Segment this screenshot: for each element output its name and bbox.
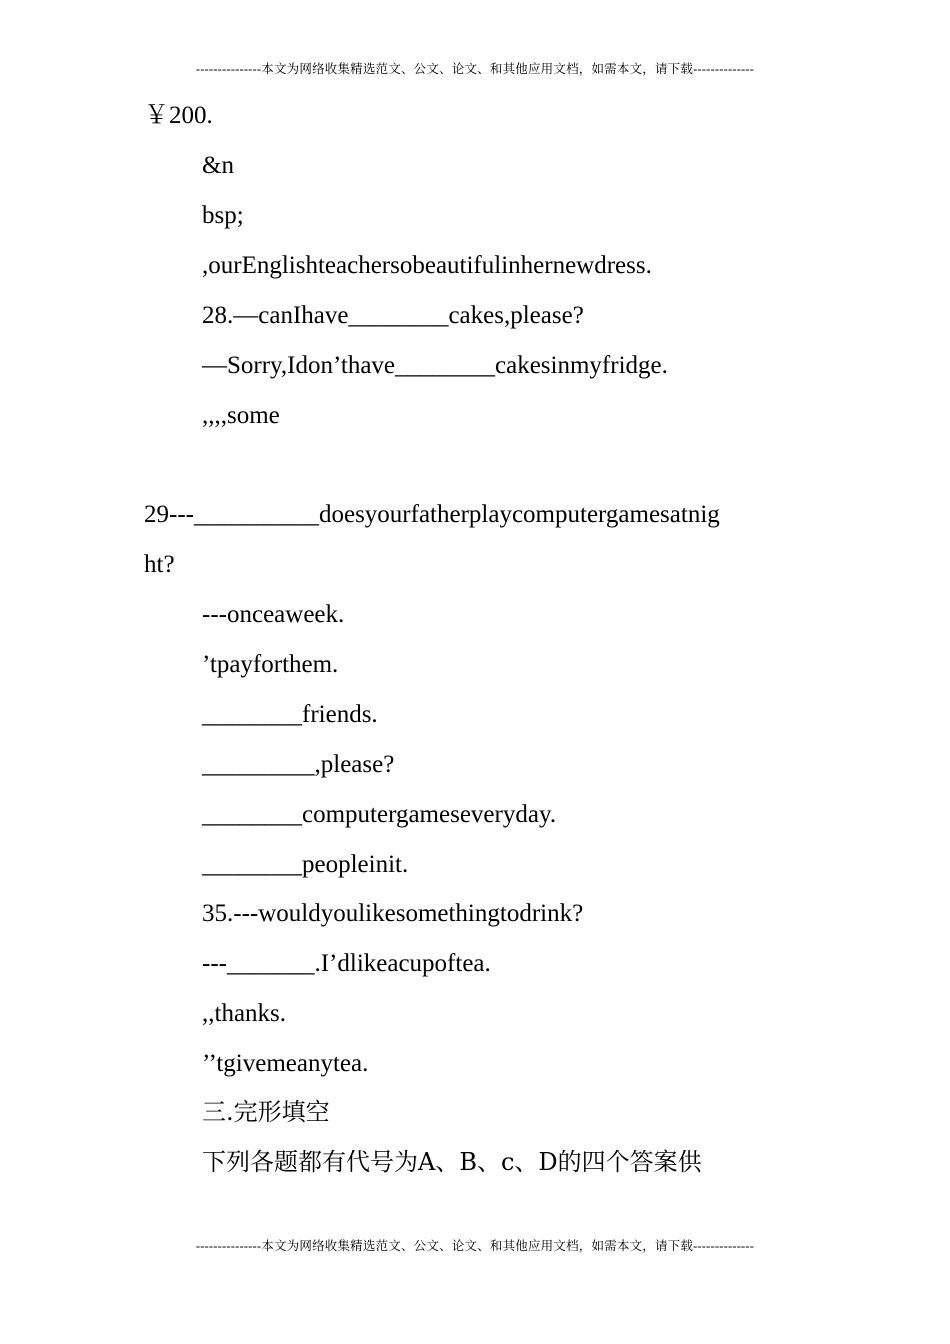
text-line: ￥200. [144,102,213,129]
text-line: ’’tgivemeanytea. [202,1050,369,1077]
text-line: ht? [144,551,175,578]
text-line: ,,,,some [202,402,280,429]
text-line: ________peopleinit. [202,851,409,878]
section-heading: 三.完形填空 [202,1098,330,1126]
text-line: ---_______.I’dlikeacupoftea. [202,950,491,977]
question-29: 29---__________doesyourfatherplaycomputergamesatnig [144,501,720,528]
question-35: 35.---wouldyoulikesomethingtodrink? [202,900,584,927]
text-line: —Sorry,Idon’thave________cakesinmyfridge. [202,352,668,379]
text-line: &n [202,152,234,179]
text-line: bsp; [202,202,244,229]
text-line: 下列各题都有代号为A、B、c、D的四个答案供 [202,1148,702,1176]
text-line: ,,thanks. [202,1000,287,1027]
page-footer: ---------------本文为网络收集精选范文、公文、论文、和其他应用文档，如需本文，请下载-------------- [195,1239,755,1253]
text-line: ________computergameseveryday. [202,801,557,828]
question-28: 28.—canIhave________cakes,please? [202,302,584,329]
text-line: ’tpayforthem. [202,651,339,678]
text-line: ,ourEnglishteachersobeautifulinhernewdress. [202,252,652,279]
text-line: ---onceaweek. [202,601,345,628]
text-line: _________,please? [202,751,395,778]
text-line: ________friends. [202,701,378,728]
page-header: ---------------本文为网络收集精选范文、公文、论文、和其他应用文档，如需本文，请下载-------------- [195,62,755,76]
